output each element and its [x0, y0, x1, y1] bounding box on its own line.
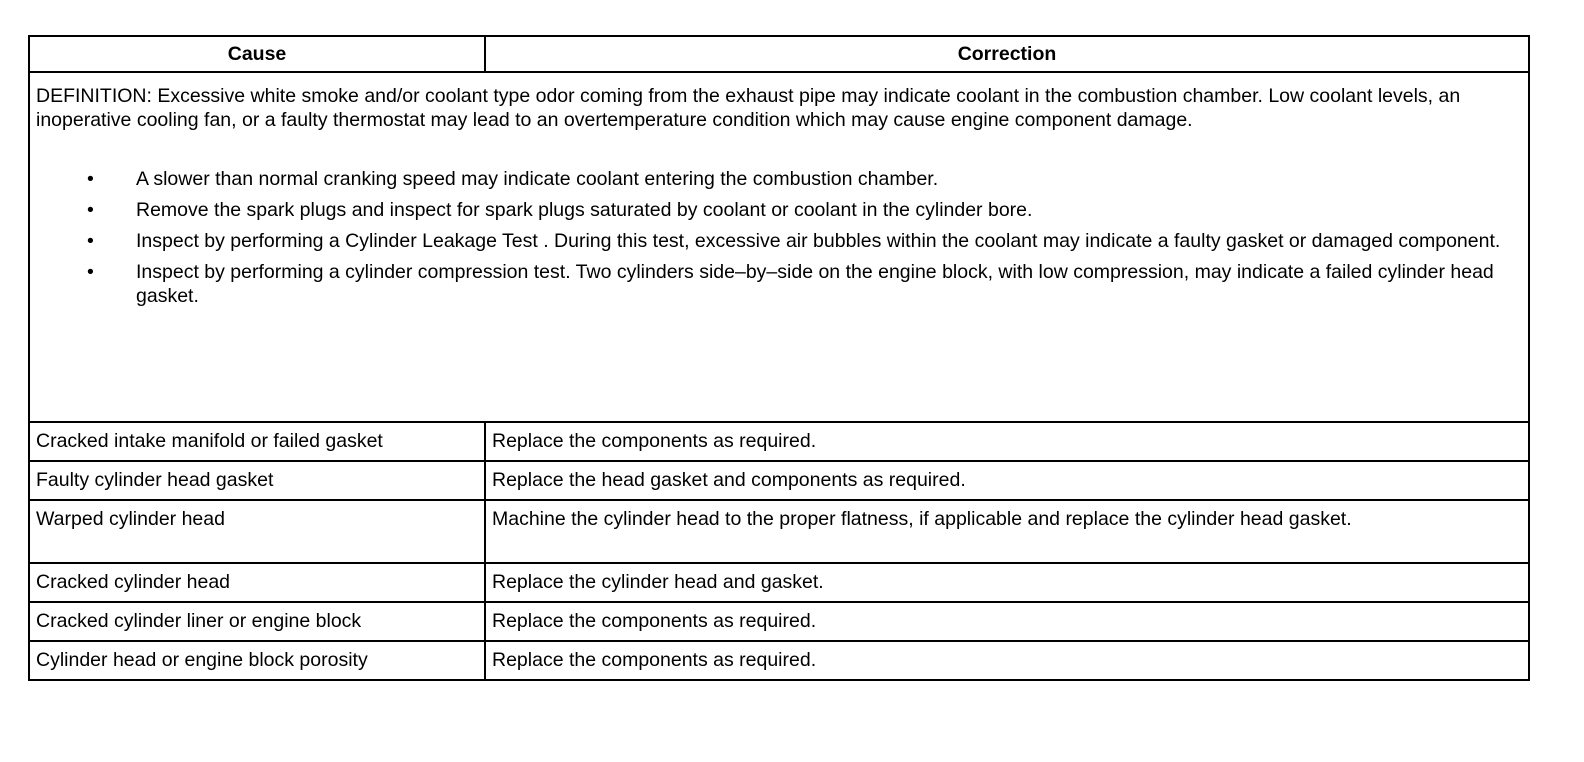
definition-text: DEFINITION: Excessive white smoke and/or coolant type odor coming from the exhaust pipe may indicate coolant in the combustion chamber. Low coolant levels, an inoperative cooling fan, or a faulty thermostat may lead to an overtemperature condition which may cause engine component damage.	[36, 85, 1461, 131]
table-row	[29, 422, 1529, 461]
cause-cell: Cracked cylinder liner or engine block	[29, 602, 485, 641]
bullet-item	[87, 198, 1522, 222]
cause-column-header: Cause	[29, 36, 485, 72]
cause-cell: Cylinder head or engine block porosity	[29, 641, 485, 680]
bullet-text: Inspect by performing a cylinder compression test. Two cylinders side–by–side on the engine block, with low compression, may indicate a failed cylinder head gasket.	[136, 261, 1494, 307]
bullet-text: Remove the spark plugs and inspect for spark plugs saturated by coolant or coolant in the cylinder bore.	[136, 199, 1033, 221]
cause-cell: Cracked intake manifold or failed gasket	[29, 422, 485, 461]
bullet-icon: •	[87, 261, 94, 283]
correction-cell: Replace the components as required.	[485, 422, 1529, 461]
header-row	[29, 36, 1529, 72]
table-row	[29, 500, 1529, 563]
inspection-bullet-list	[36, 167, 1522, 308]
table-row	[29, 602, 1529, 641]
cause-cell: Cracked cylinder head	[29, 563, 485, 602]
bullet-item	[87, 229, 1522, 253]
cause-cell: Warped cylinder head	[29, 500, 485, 563]
diagnosis-table	[28, 35, 1530, 681]
bullet-item	[87, 260, 1522, 308]
bullet-text: A slower than normal cranking speed may indicate coolant entering the combustion chamber.	[136, 168, 939, 190]
correction-cell: Replace the head gasket and components as required.	[485, 461, 1529, 500]
correction-cell: Replace the components as required.	[485, 641, 1529, 680]
correction-column-header: Correction	[485, 36, 1529, 72]
definition-cell	[29, 72, 1529, 422]
correction-cell: Replace the components as required.	[485, 602, 1529, 641]
table-row	[29, 461, 1529, 500]
bullet-text: Inspect by performing a Cylinder Leakage Test . During this test, excessive air bubbles within the coolant may indicate a faulty gasket or damaged component.	[136, 230, 1501, 252]
correction-cell: Machine the cylinder head to the proper flatness, if applicable and replace the cylinder head gasket.	[485, 500, 1529, 563]
bullet-item	[87, 167, 1522, 191]
bullet-icon: •	[87, 199, 94, 221]
correction-cell: Replace the cylinder head and gasket.	[485, 563, 1529, 602]
table-row	[29, 563, 1529, 602]
cause-cell: Faulty cylinder head gasket	[29, 461, 485, 500]
definition-row	[29, 72, 1529, 422]
bullet-icon: •	[87, 168, 94, 190]
table-row	[29, 641, 1529, 680]
bullet-icon: •	[87, 230, 94, 252]
